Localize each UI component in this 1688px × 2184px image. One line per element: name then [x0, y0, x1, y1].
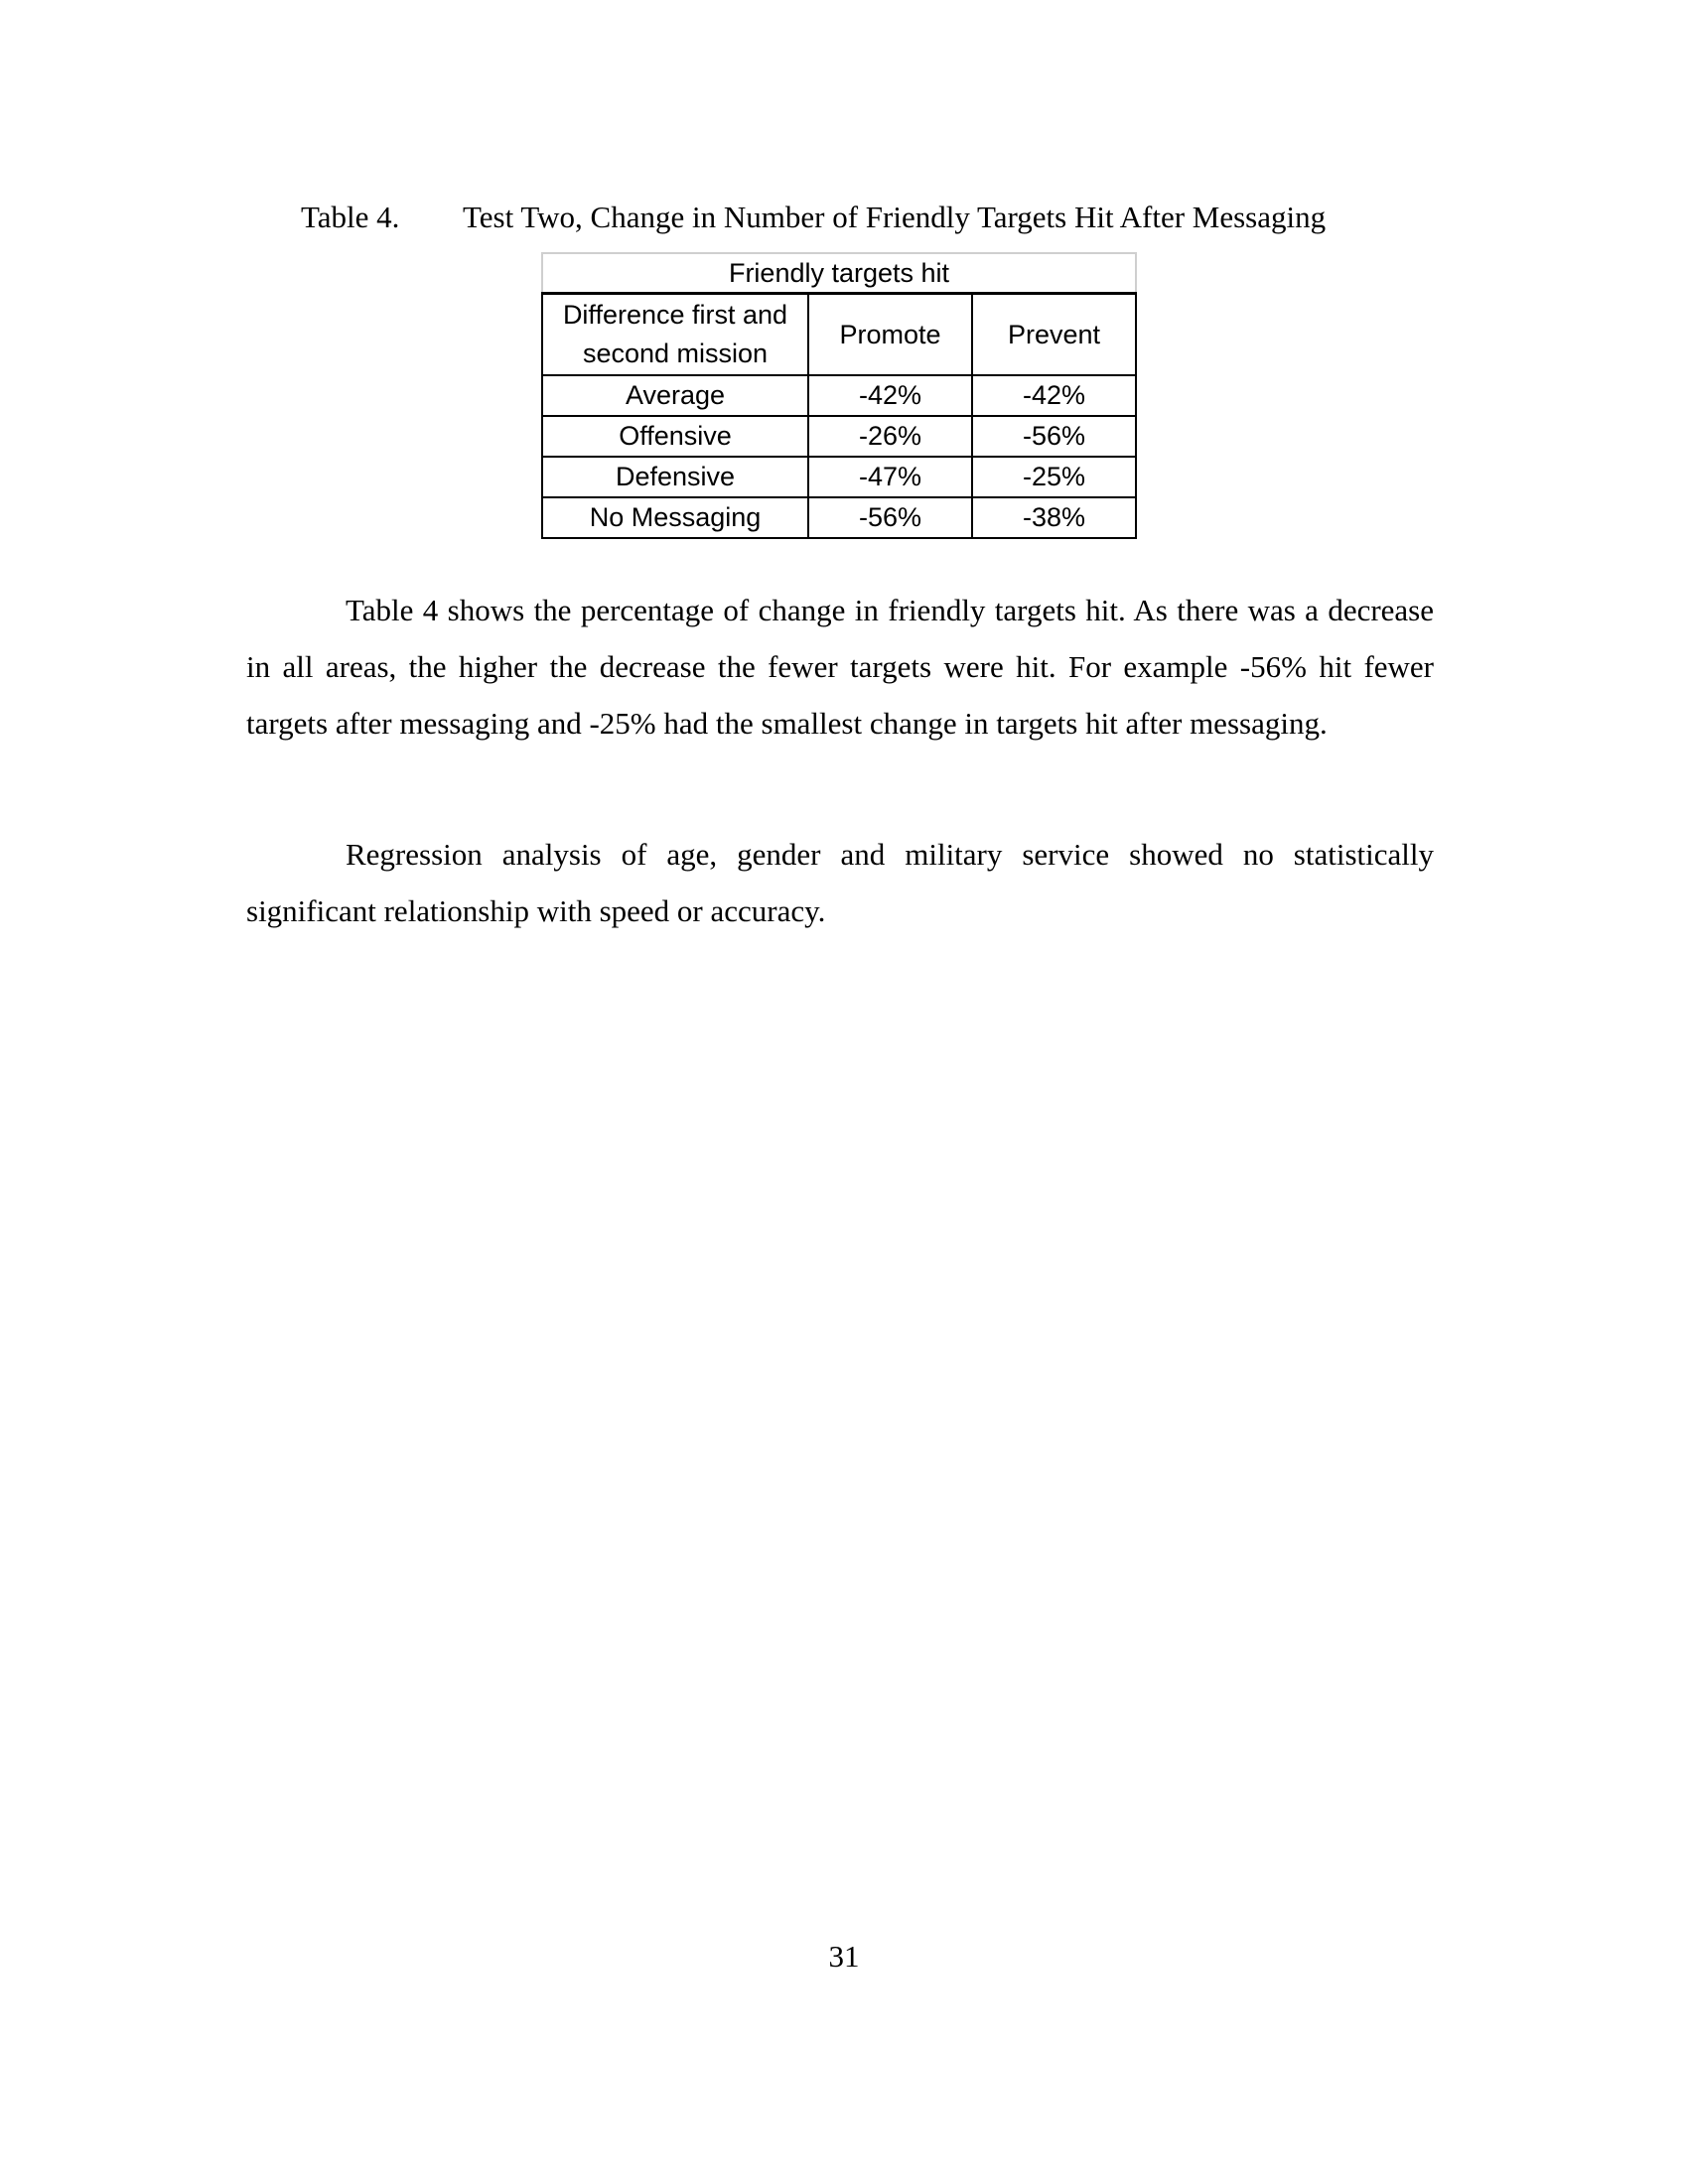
- table-group-header: Friendly targets hit: [542, 253, 1136, 294]
- page-number: 31: [828, 1939, 860, 1974]
- prevent-value: -42%: [972, 375, 1136, 416]
- friendly-targets-table: [541, 252, 1137, 539]
- table-row-header: Difference first and second mission: [542, 294, 808, 376]
- table-row: [542, 497, 1136, 538]
- column-header-promote: Promote: [808, 294, 972, 376]
- prevent-value: -56%: [972, 416, 1136, 457]
- promote-value: -26%: [808, 416, 972, 457]
- column-header-prevent: Prevent: [972, 294, 1136, 376]
- promote-value: -56%: [808, 497, 972, 538]
- promote-value: -42%: [808, 375, 972, 416]
- table-caption-label: Table 4.: [301, 200, 400, 234]
- table-caption: [301, 197, 1326, 238]
- body-paragraph: Table 4 shows the percentage of change in friendly targets hit. As there was a decrease in all areas, the higher the decrease the fewer targets were hit. For example -56% hit fewer targets after messaging and -25% had the smallest change in targets hit after messaging.: [246, 593, 1434, 741]
- row-label: Defensive: [542, 457, 808, 497]
- promote-value: -47%: [808, 457, 972, 497]
- table-row: [542, 375, 1136, 416]
- table-caption-title: Test Two, Change in Number of Friendly Targets Hit After Messaging: [463, 200, 1327, 234]
- row-label: No Messaging: [542, 497, 808, 538]
- table-row: [542, 416, 1136, 457]
- body-paragraph: Regression analysis of age, gender and military service showed no statistically significant relationship with speed or accuracy.: [246, 837, 1434, 928]
- prevent-value: -38%: [972, 497, 1136, 538]
- row-label: Average: [542, 375, 808, 416]
- prevent-value: -25%: [972, 457, 1136, 497]
- table-group-header-row: [542, 253, 1136, 294]
- table-row: [542, 457, 1136, 497]
- row-label: Offensive: [542, 416, 808, 457]
- table-header-row: [542, 294, 1136, 376]
